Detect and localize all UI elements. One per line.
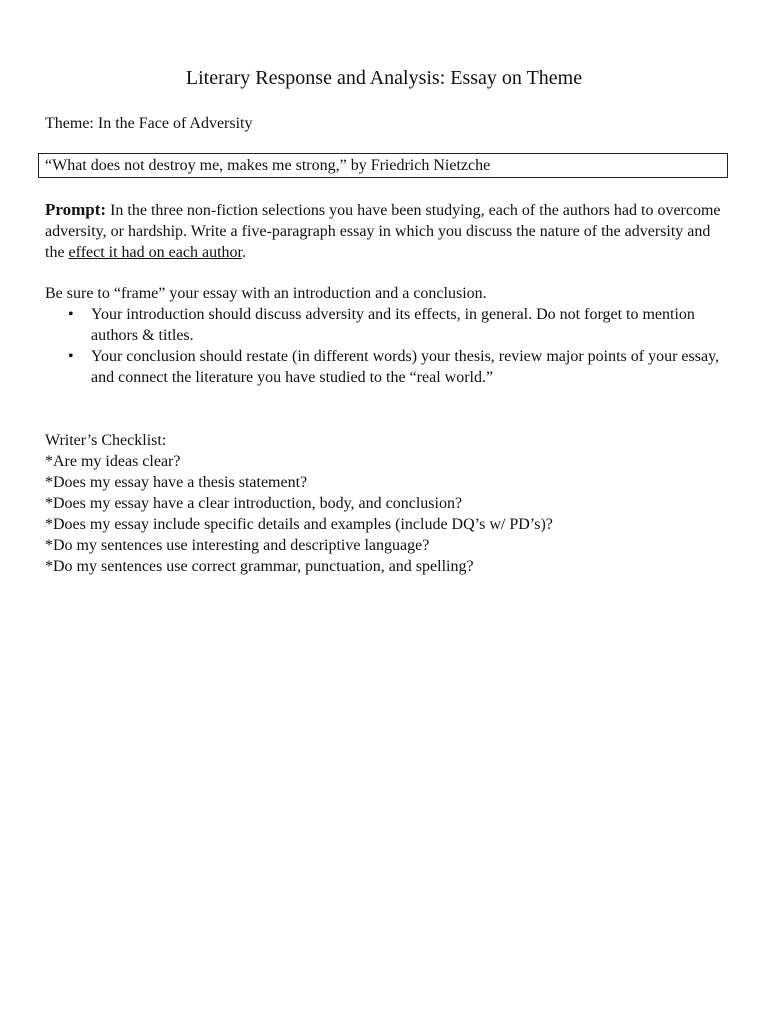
checklist-item: *Does my essay have a clear introduction, body, and conclusion?	[45, 495, 463, 512]
writers-checklist	[45, 430, 735, 577]
bullet-text: Your conclusion should restate (in different words) your thesis, review major points of your essay, and connect the literature you have studied to the “real world.”	[91, 348, 720, 386]
checklist-item: *Does my essay include specific details and examples (include DQ’s w/ PD’s)?	[45, 516, 553, 533]
checklist-item: *Are my ideas clear?	[45, 453, 181, 470]
prompt-text-end: .	[241, 244, 246, 261]
checklist-item: *Does my essay have a thesis statement?	[45, 474, 308, 491]
prompt-text: In the three non-fiction selections you have been studying, each of the authors had to overcome adversity, or hardship. Write a five-paragraph essay in which you discuss the nature of the adversity and the	[45, 202, 721, 261]
bullet-icon: •	[68, 348, 74, 365]
quote-box	[38, 153, 728, 178]
checklist-item: *Do my sentences use interesting and descriptive language?	[45, 537, 430, 554]
bullet-item-conclusion	[45, 346, 725, 388]
instruction-bullet-list	[45, 304, 725, 388]
bullet-text: Your introduction should discuss adversity and its effects, in general. Do not forget to mention authors & titles.	[91, 306, 695, 344]
prompt-paragraph	[45, 199, 730, 263]
prompt-underlined-text: effect it had on each author	[68, 244, 242, 261]
bullet-icon: •	[68, 306, 74, 323]
prompt-label: Prompt:	[45, 200, 107, 219]
quote-text: “What does not destroy me, makes me strong,” by Friedrich Nietzche	[45, 157, 491, 174]
page-title: Literary Response and Analysis: Essay on Theme	[185, 67, 583, 89]
bullet-item-introduction	[45, 304, 725, 346]
checklist-item: *Do my sentences use correct grammar, punctuation, and spelling?	[45, 558, 474, 575]
theme-line: Theme: In the Face of Adversity	[45, 115, 253, 132]
frame-instruction: Be sure to “frame” your essay with an introduction and a conclusion.	[45, 285, 487, 302]
checklist-heading: Writer’s Checklist:	[45, 432, 167, 449]
